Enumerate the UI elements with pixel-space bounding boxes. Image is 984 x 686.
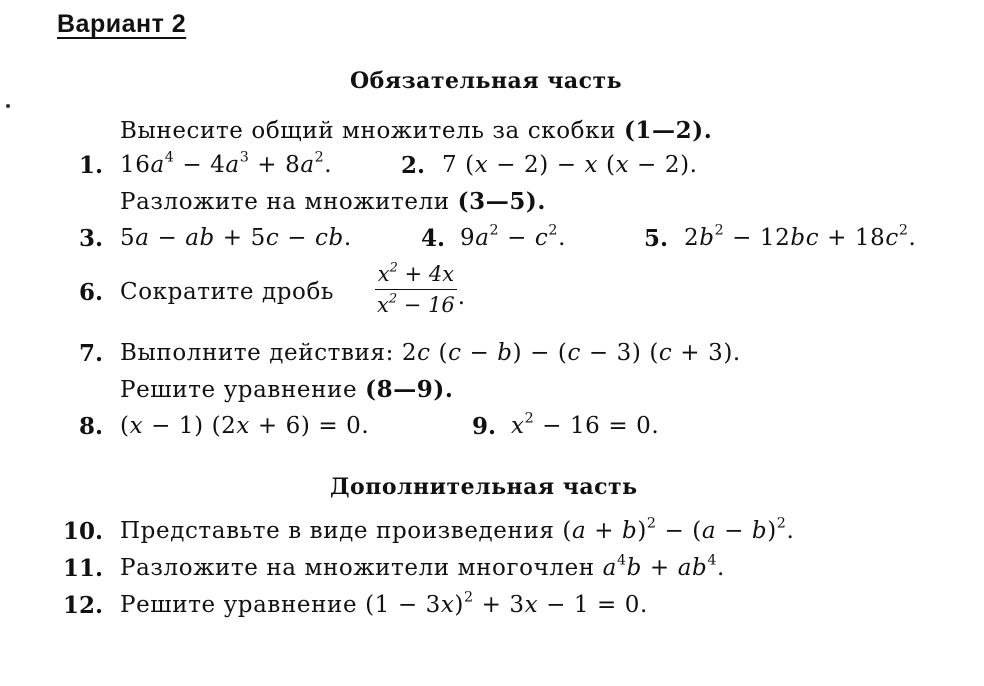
task-9-number: 9. <box>471 413 496 440</box>
variant-title: Вариант 2 <box>57 10 187 38</box>
task-11-line: Разложите на множители многочлен $a^4b + ab^4$. <box>120 552 725 581</box>
instruction-factorize <box>120 188 546 215</box>
instruction-range: (1—2). <box>623 117 713 144</box>
task-12-line: Решите уравнение $(1 - 3x)^2 + 3x - 1 = 0$. <box>120 589 648 618</box>
task-7-line: Выполните действия: 2c (c − b) − (c − 3) (c + 3). <box>120 340 741 366</box>
task-11-text: Разложите на множители многочлен <box>120 555 595 581</box>
instruction-text: Вынесите общий множитель за скобки <box>120 118 617 144</box>
instruction-text: Решите уравнение <box>120 377 358 403</box>
task-6-label: Сократите дробь <box>120 279 335 305</box>
task-2-expression: 7 (x − 2) − x (x − 2). <box>442 152 698 178</box>
task-7-label: Выполните действия: <box>120 340 394 366</box>
task-8-expression: (x − 1) (2x + 6) = 0. <box>120 413 370 439</box>
task-10-line: Представьте в виде произведения $(a + b)^2 - (a - b)^2$. <box>120 515 795 544</box>
task-12-number: 12. <box>62 592 103 619</box>
section-additional-heading: Дополнительная часть <box>330 474 638 500</box>
task-4-number: 4. <box>420 225 445 252</box>
task-3-number: 3. <box>78 225 103 252</box>
instruction-range: (3—5). <box>457 188 547 215</box>
task-5-number: 5. <box>643 225 668 252</box>
task-11-number: 11. <box>62 555 103 582</box>
fraction-numerator: $x^2 + 4x$ <box>375 261 457 290</box>
task-12-text: Решите уравнение <box>120 592 358 618</box>
task-6-number: 6. <box>78 279 103 306</box>
task-10-text: Представьте в виде произведения <box>120 518 555 544</box>
task-1-expression: $16a^4 - 4a^3 + 8a^2$. <box>120 149 333 178</box>
task-2-number: 2. <box>400 152 425 179</box>
fraction-denominator: $x^2 - 16$ <box>377 291 455 317</box>
instruction-factor-out <box>120 117 712 144</box>
task-1-number: 1. <box>78 152 103 179</box>
task-4-expression: $9a^2 - c^2$. <box>460 222 566 251</box>
instruction-text: Разложите на множители <box>120 189 450 215</box>
instruction-solve <box>120 376 454 403</box>
task-6-fraction: $\frac{x^2 + 4x}{x^2 - 16}$ . <box>374 261 466 318</box>
task-8-number: 8. <box>78 413 103 440</box>
task-9-expression: $x^2 - 16 = 0$. <box>511 410 660 439</box>
task-10-number: 10. <box>62 518 103 545</box>
section-mandatory-heading: Обязательная часть <box>350 68 623 94</box>
instruction-range: (8—9). <box>365 376 454 403</box>
task-3-expression: 5a − ab + 5c − cb. <box>120 225 352 251</box>
task-7-number: 7. <box>78 340 103 367</box>
task-5-expression: $2b^2 - 12bc + 18c^2$. <box>684 222 917 251</box>
stray-dot <box>6 104 10 108</box>
